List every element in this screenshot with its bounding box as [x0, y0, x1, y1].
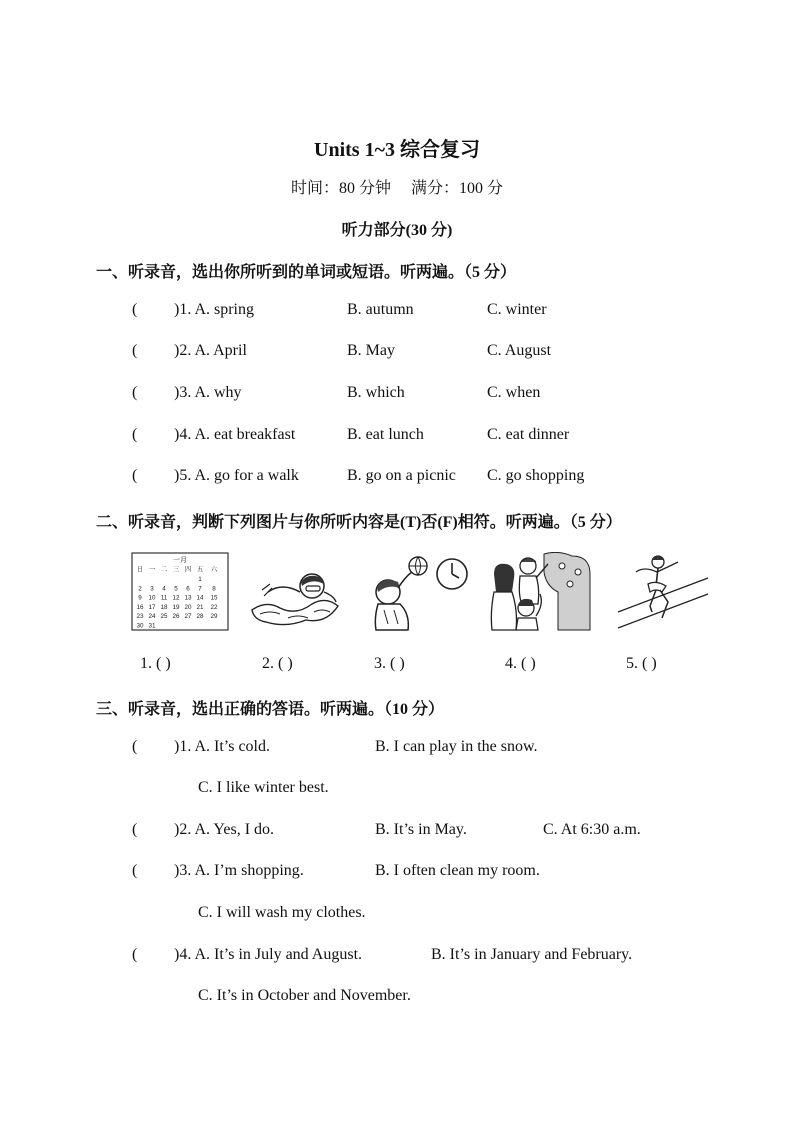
s3-q1-c: C. I like winter best.: [198, 779, 329, 796]
picture-label-1[interactable]: 1. ( ): [140, 655, 171, 672]
answer-blank[interactable]: (: [132, 467, 138, 484]
answer-blank[interactable]: (: [132, 384, 138, 401]
picture-label-3[interactable]: 3. ( ): [374, 655, 405, 672]
basketball-clock-picture: [364, 552, 470, 632]
page-title: Units 1~3 综合复习: [314, 139, 480, 161]
s3-q4-b: B. It’s in January and February.: [431, 946, 633, 963]
answer-blank[interactable]: (: [132, 862, 138, 879]
calendar-day: 19: [172, 603, 180, 611]
option-a: )4. A. It’s in July and August.: [174, 946, 363, 963]
s1-q4-c: C. eat dinner: [487, 426, 570, 443]
s1-q5-c: C. go shopping: [487, 467, 585, 484]
calendar-day: 17: [148, 603, 156, 611]
calendar-day: 8: [212, 585, 216, 593]
s3-q3-b: B. I often clean my room.: [375, 862, 540, 879]
s3-q2-b: B. It’s in May.: [375, 821, 467, 838]
calendar-weekday: 六: [210, 566, 218, 573]
calendar-day: 29: [210, 613, 218, 621]
calendar-day: 12: [172, 594, 180, 602]
s3-q4-c: C. It’s in October and November.: [198, 987, 411, 1004]
part-title: 听力部分(30 分): [341, 222, 453, 239]
calendar-day: 30: [136, 622, 144, 630]
calendar-day: 16: [136, 603, 144, 611]
basketball-icon: [364, 552, 470, 632]
option-a: )3. A. why: [174, 384, 242, 401]
s1-q4: [132, 426, 295, 444]
s3-q1-b: B. I can play in the snow.: [375, 738, 538, 755]
s1-q5-b: B. go on a picnic: [347, 467, 456, 484]
answer-blank[interactable]: (: [132, 342, 138, 359]
option-a: )2. A. April: [174, 342, 247, 359]
calendar-day: 7: [198, 585, 202, 593]
calendar-day: 6: [186, 585, 190, 593]
option-a: )1. A. spring: [174, 301, 254, 318]
option-a: )2. A. Yes, I do.: [174, 821, 275, 838]
s3-q2-c: C. At 6:30 a.m.: [543, 821, 641, 838]
calendar-day: 9: [138, 594, 142, 602]
s3-q4: [132, 946, 362, 964]
calendar-day: 10: [148, 594, 156, 602]
calendar-day: 5: [174, 585, 178, 593]
option-a: )4. A. eat breakfast: [174, 426, 296, 443]
calendar-day: 24: [148, 613, 156, 621]
s1-q2: [132, 342, 247, 360]
calendar-day: 25: [160, 613, 168, 621]
exam-meta: [0, 175, 794, 198]
calendar-day: 31: [148, 622, 156, 630]
s1-q3: [132, 384, 242, 402]
calendar-month: 一月: [173, 557, 187, 564]
calendar-day: 23: [136, 613, 144, 621]
calendar-picture: [131, 552, 229, 632]
calendar-weekday: 三: [172, 566, 180, 573]
s1-q1-c: C. winter: [487, 301, 547, 318]
apple-picking-picture: [488, 552, 592, 632]
calendar-icon: [131, 552, 229, 632]
calendar-weekday: 日: [136, 566, 144, 573]
s1-q1: [132, 301, 254, 319]
calendar-day: 15: [210, 594, 218, 602]
option-a: )3. A. I’m shopping.: [174, 862, 304, 879]
full-score: 满分：100 分: [411, 180, 504, 197]
answer-blank[interactable]: (: [132, 426, 138, 443]
s1-q3-c: C. when: [487, 384, 541, 401]
picture-label-5[interactable]: 5. ( ): [626, 655, 657, 672]
calendar-day: 2: [138, 585, 142, 593]
calendar-day: 20: [184, 603, 192, 611]
answer-blank[interactable]: (: [132, 301, 138, 318]
s1-q4-b: B. eat lunch: [347, 426, 424, 443]
calendar-day: 28: [196, 613, 204, 621]
swimmer-icon: [246, 552, 342, 632]
swimming-picture: [246, 552, 342, 632]
time-limit: 时间：80 分钟: [290, 180, 391, 197]
section1-heading: 一、听录音，选出你所听到的单词或短语。听两遍。（5 分）: [96, 264, 517, 281]
calendar-day: 4: [162, 585, 166, 593]
answer-blank[interactable]: (: [132, 738, 138, 755]
s1-q2-b: B. May: [347, 342, 395, 359]
calendar-day: 13: [184, 594, 192, 602]
calendar-weekday: 二: [160, 566, 168, 573]
s1-q2-c: C. August: [487, 342, 552, 359]
calendar-day: 14: [196, 594, 204, 602]
option-a: )5. A. go for a walk: [174, 467, 299, 484]
calendar-day: 3: [150, 585, 154, 593]
calendar-day: 22: [210, 603, 218, 611]
skater-icon: [614, 552, 710, 632]
calendar-weekday: 五: [196, 566, 204, 573]
calendar-day: 21: [196, 603, 204, 611]
s3-q3-c: C. I will wash my clothes.: [198, 904, 366, 921]
section3-heading: 三、听录音，选出正确的答语。听两遍。（10 分）: [96, 701, 445, 718]
skating-picture: [614, 552, 710, 632]
s1-q3-b: B. which: [347, 384, 405, 401]
s1-q5: [132, 467, 299, 485]
calendar-day: 27: [184, 613, 192, 621]
s3-q1: [132, 738, 270, 756]
answer-blank[interactable]: (: [132, 821, 138, 838]
family-tree-icon: [488, 552, 592, 632]
calendar-weekday: 四: [184, 566, 192, 573]
calendar-day: 11: [160, 594, 168, 602]
picture-label-4[interactable]: 4. ( ): [505, 655, 536, 672]
s3-q2: [132, 821, 274, 839]
option-a: )1. A. It’s cold.: [174, 738, 270, 755]
calendar-day: 18: [160, 603, 168, 611]
calendar-day: 26: [172, 613, 180, 621]
s3-q3: [132, 862, 304, 880]
calendar-weekday: 一: [148, 566, 156, 573]
answer-blank[interactable]: (: [132, 946, 138, 963]
calendar-day: 1: [198, 576, 202, 583]
section2-heading: 二、听录音，判断下列图片与你所听内容是(T)否(F)相符。听两遍。（5 分）: [96, 514, 622, 531]
picture-label-2[interactable]: 2. ( ): [262, 655, 293, 672]
s1-q1-b: B. autumn: [347, 301, 414, 318]
